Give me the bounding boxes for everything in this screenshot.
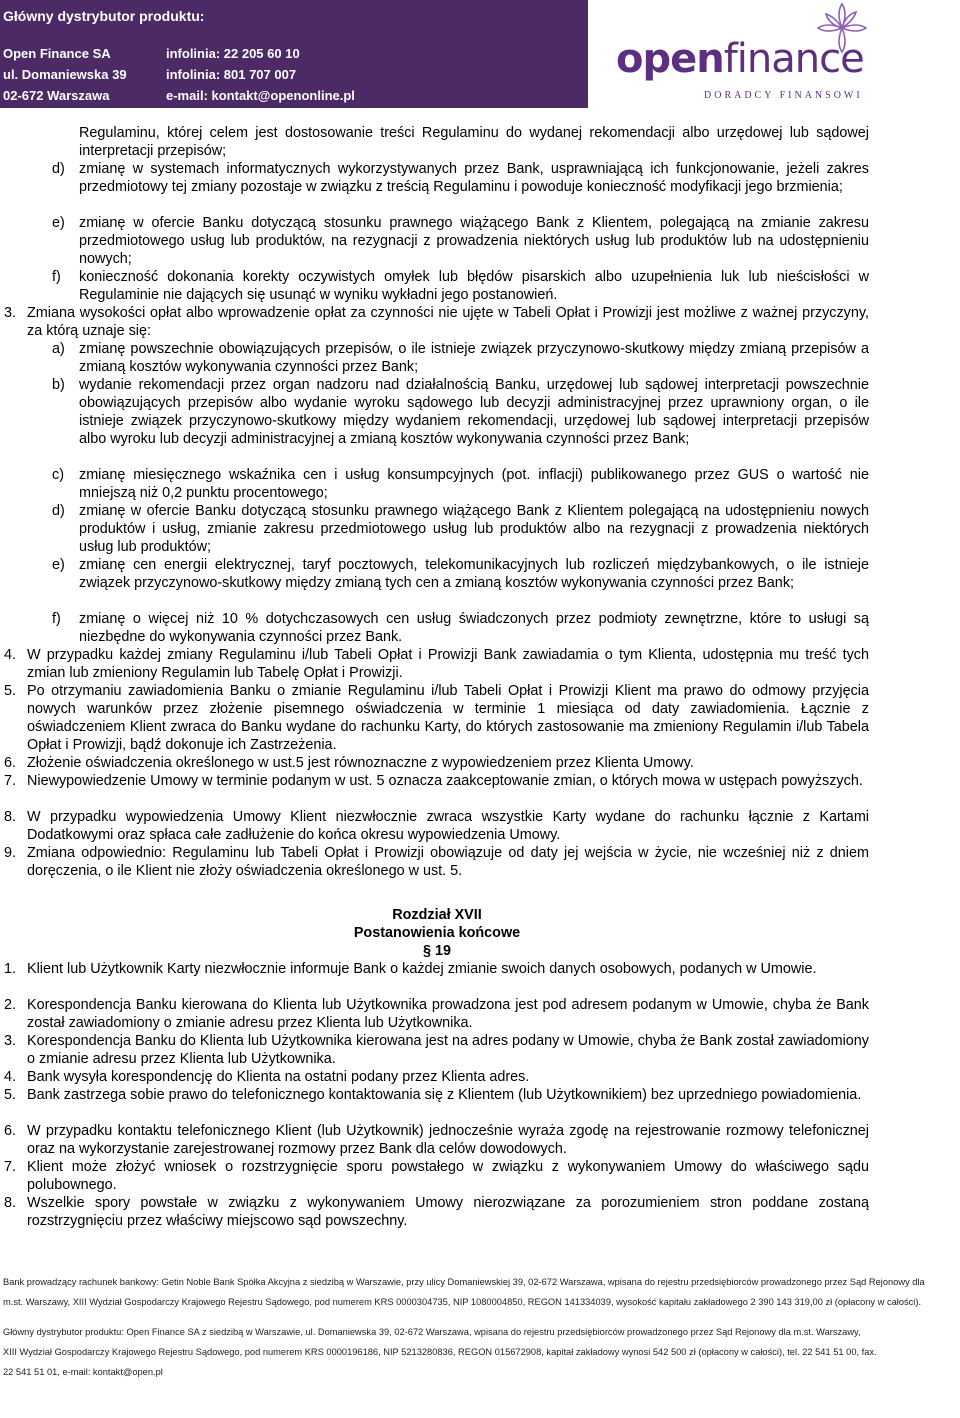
numbered-marker: 5.: [4, 683, 17, 699]
list-item: konieczność dokonania korekty oczywistych omyłek lub błędów pisarskich albo uzupełnienia luk lub nieścisłości w Regulaminie nie dających się usunąć w wyniku wykładni jego postanowień.: [79, 269, 869, 303]
chapter-number: Rozdział XVII: [392, 907, 482, 923]
numbered-item: Po otrzymaniu zawiadomienia Banku o zmianie Regulaminu i/lub Tabeli Opłat i Prowizji Klient ma prawo do odmowy przyjęcia nowych warunków przez złożenie pisemnego oświadczenia w terminie 1 miesiąca od daty zawiadomienia. Łącznie z oświadczeniem Klient zwraca do Banku wydane do rachunku Karty, do których zastosowanie ma zmieniony Regulamin i/lub Tabela Opłat i Prowizji, bądź dokonuje ich Zastrzeżenia.: [27, 683, 869, 753]
list-marker: f): [52, 269, 61, 285]
page-header: [0, 0, 960, 112]
numbered-item: Korespondencja Banku do Klienta lub Użytkownika kierowana jest na adres podany w Umowie, chyba że Bank został zawiadomiony o zmianie adresu przez Klienta lub Użytkownika.: [27, 1033, 869, 1067]
logo-main: open: [616, 36, 724, 82]
numbered-marker: 6.: [4, 755, 17, 771]
distributor-banner: [0, 0, 588, 108]
list-marker: b): [52, 377, 65, 393]
list-marker: c): [52, 467, 64, 483]
list-marker: f): [52, 611, 61, 627]
numbered-item: Klient lub Użytkownik Karty niezwłocznie informuje Bank o każdej zmianie swoich danych osobowych, podanych w Umowie.: [27, 961, 817, 977]
list-marker: d): [52, 503, 65, 519]
footer-bank-line-1: Bank prowadzący rachunek bankowy: Getin Noble Bank Spółka Akcyjna z siedzibą w Warszawie, przy ulicy Domaniewskiej 39, 02-672 Warszawa, wpisana do rejestru przedsiębiorców prowadzonego przez Sąd Rejonowy dla: [3, 1277, 925, 1287]
list-marker: e): [52, 557, 65, 573]
footer-bank-line-2: m.st. Warszawy, XIII Wydział Gospodarczy Krajowego Rejestru Sądowego, pod numerem KRS 0000304735, NIP 1080004850, REGON 141334039, wysokość kapitału zakładowego 2 390 143 319,00 zł (opłacony w całości).: [3, 1297, 922, 1307]
numbered-marker: 5.: [4, 1087, 17, 1103]
numbered-item: Zmiana wysokości opłat albo wprowadzenie opłat za czynności nie ujęte w Tabeli Opłat i Prowizji jest możliwe z ważnej przyczyny, za którą uznaje się:: [27, 305, 869, 339]
numbered-marker: 8.: [4, 1195, 17, 1211]
numbered-marker: 3.: [4, 305, 17, 321]
numbered-marker: 4.: [4, 647, 17, 663]
list-item: zmianę w systemach informatycznych wykorzystywanych przez Bank, usprawniającą ich funkcjonowanie, jeżeli zakres przedmiotowy tej zmiany pozostaje w związku z treścią Regulaminu i powoduje konieczność modyfikacji jego brzmienia;: [79, 161, 869, 195]
list-item: zmianę powszechnie obowiązujących przepisów, o ile istnieje związek przyczynowo-skutkowy między zmianą przepisów a zmianą kosztów wykonywania czynności przez Bank;: [79, 341, 869, 375]
logo-wordmark: [616, 36, 864, 82]
contact-email: e-mail: kontakt@openonline.pl: [166, 88, 355, 103]
logo-tagline: DORADCY FINANSOWI: [704, 90, 863, 101]
list-item: wydanie rekomendacji przez organ nadzoru nad działalnością Banku, urzędowej lub sądowej interpretacji powszechnie obowiązujących przepisów albo wydanie wyroku sądowego lub decyzji administracyjnej przez uprawniony organ, o ile istnieje związek przyczynowo-skutkowy między wydaniem rekomendacji, urzędowej lub sądowej interpretacji przepisów albo wyroku lub decyzji administracyjnej a zmianą kosztów wykonywania czynności przez Bank;: [79, 377, 869, 447]
numbered-item: Bank zastrzega sobie prawo do telefonicznego kontaktowania się z Klientem (lub Użytkownikiem) bez uprzedniego powiadomienia.: [27, 1087, 862, 1103]
section-number: § 19: [422, 943, 451, 959]
list-item: zmianę miesięcznego wskaźnika cen i usług konsumpcyjnych (pot. inflacji) publikowanego przez GUS o wartość nie mniejszą niż 0,2 punktu procentowego;: [79, 467, 869, 501]
numbered-item: Zmiana odpowiednio: Regulaminu lub Tabeli Opłat i Prowizji obowiązuje od daty jej wejścia w życie, nie wcześniej niż z dniem doręczenia, o ile Klient nie złoży oświadczenia określonego w ust. 5.: [27, 845, 869, 879]
numbered-marker: 2.: [4, 997, 17, 1013]
list-marker: d): [52, 161, 65, 177]
distributor-street: ul. Domaniewska 39: [3, 67, 127, 82]
footer-distributor-line-1: Główny dystrybutor produktu: Open Finance SA z siedzibą w Warszawie, ul. Domaniewska 39, 02-672 Warszawa, wpisana do rejestru przedsiębiorców prowadzonego przez Sąd Rejonowy dla m.st. Warszawy,: [3, 1327, 861, 1337]
hotline-2: infolinia: 801 707 007: [166, 67, 297, 82]
numbered-marker: 3.: [4, 1033, 17, 1049]
numbered-marker: 7.: [4, 1159, 17, 1175]
numbered-item: W przypadku każdej zmiany Regulaminu i/lub Tabeli Opłat i Prowizji Bank zawiadamia o tym Klienta, udostępnia mu treść tych zmian lub zmieniony Regulamin lub Tabelę Opłat i Prowizji.: [27, 647, 869, 681]
footer-distributor-line-2: XIII Wydział Gospodarczy Krajowego Rejestru Sądowego, pod numerem KRS 0000196186, NIP 5213280836, REGON 015672908, kapitał zakładowy wynosi 542 500 zł (opłacony w całości), tel. 22 541 51 00, fax.: [3, 1347, 877, 1357]
numbered-item: Wszelkie spory powstałe w związku z wykonywaniem Umowy nierozwiązane za porozumieniem stron poddane zostaną rozstrzygnięciu przez właściwy miejscowo sąd powszechny.: [27, 1195, 869, 1229]
paragraph-continuation: Regulaminu, której celem jest dostosowanie treści Regulaminu do wydanej rekomendacji albo urzędowej lub sądowej interpretacji przepisów;: [79, 125, 869, 159]
numbered-marker: 4.: [4, 1069, 17, 1085]
numbered-item: Korespondencja Banku kierowana do Klienta lub Użytkownika prowadzona jest pod adresem podanym w Umowie, chyba że Bank został zawiadomiony o zmianie adresu przez Klienta lub Użytkownika.: [27, 997, 869, 1031]
numbered-item: Bank wysyła korespondencję do Klienta na ostatni podany przez Klienta adres.: [27, 1069, 530, 1085]
distributor-label: Główny dystrybutor produktu:: [3, 8, 205, 24]
numbered-item: Niewypowiedzenie Umowy w terminie podanym w ust. 5 oznacza zaakceptowanie zmian, o których mowa w ustępach powyższych.: [27, 773, 863, 789]
numbered-item: Klient może złożyć wniosek o rozstrzygnięcie sporu powstałego w związku z wykonywaniem Umowy do właściwego sądu polubownego.: [27, 1159, 869, 1193]
footer-distributor-line-3: 22 541 51 01, e-mail: kontakt@open.pl: [3, 1367, 163, 1377]
numbered-item: W przypadku wypowiedzenia Umowy Klient niezwłocznie zwraca wszystkie Karty wydane do rachunku łącznie z Kartami Dodatkowymi oraz spłaca całe zadłużenie do końca okresu wypowiedzenia Umowy.: [27, 809, 869, 843]
numbered-item: W przypadku kontaktu telefonicznego Klient (lub Użytkownik) jednocześnie wyraża zgodę na rejestrowanie rozmowy telefonicznej oraz na wykorzystanie zarejestrowanej rozmowy przez Bank dla celów dowodowych.: [27, 1123, 869, 1157]
numbered-marker: 7.: [4, 773, 17, 789]
distributor-company: Open Finance SA: [3, 46, 111, 61]
numbered-marker: 6.: [4, 1123, 17, 1139]
open-finance-logo: [608, 2, 960, 110]
hotline-1: infolinia: 22 205 60 10: [166, 46, 300, 61]
list-item: zmianę o więcej niż 10 % dotychczasowych cen usług świadczonych przez podmioty zewnętrzne, które to usługi są niezbędne do wykonywania czynności przez Bank.: [79, 611, 869, 645]
logo-second: finance: [723, 36, 864, 82]
list-item: zmianę cen energii elektrycznej, taryf pocztowych, telekomunikacyjnych lub rozliczeń międzybankowych, o ile istnieje związek przyczynowo-skutkowy między zmianą tych cen a zmianą kosztów wykonywania czynności przez Bank;: [79, 557, 869, 591]
numbered-marker: 1.: [4, 961, 17, 977]
distributor-city: 02-672 Warszawa: [3, 88, 110, 103]
chapter-title: Postanowienia końcowe: [353, 925, 521, 941]
numbered-marker: 8.: [4, 809, 17, 825]
numbered-marker: 9.: [4, 845, 17, 861]
list-item: zmianę w ofercie Banku dotyczącą stosunku prawnego wiążącego Bank z Klientem, polegającą na zmianie zakresu przedmiotowego usług lub produktów, na rezygnacji z prowadzenia niektórych usług lub produktów lub na udostępnieniu nowych;: [79, 215, 869, 267]
numbered-item: Złożenie oświadczenia określonego w ust.5 jest równoznaczne z wypowiedzeniem przez Klienta Umowy.: [27, 755, 694, 771]
list-item: zmianę w ofercie Banku dotyczącą stosunku prawnego wiążącego Bank z Klientem polegającą na udostępnieniu nowych produktów i usług, zmianie zakresu przedmiotowego usług lub produktów albo na rezygnacji z prowadzenia niektórych usług lub produktów;: [79, 503, 869, 555]
list-marker: e): [52, 215, 65, 231]
list-marker: a): [52, 341, 65, 357]
